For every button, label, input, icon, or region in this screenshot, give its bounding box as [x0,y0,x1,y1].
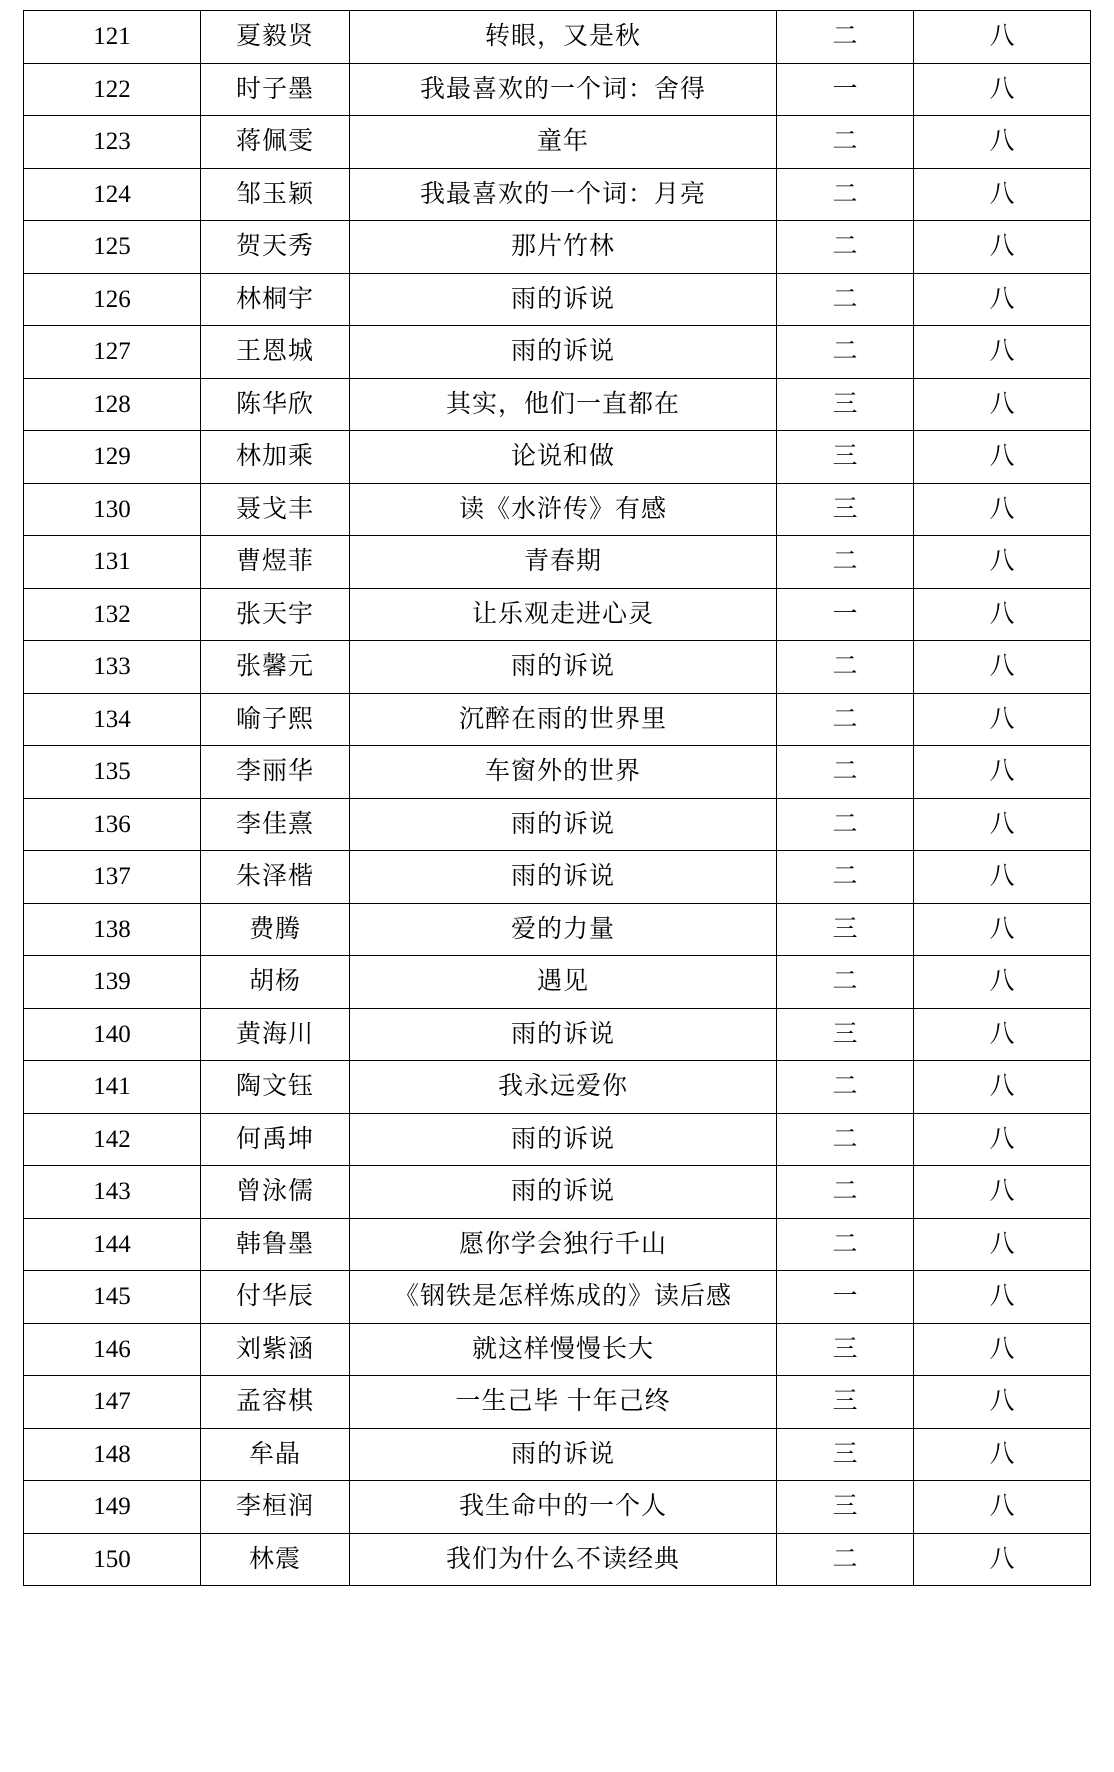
row-class: 八 [914,483,1091,536]
row-name: 陶文钰 [201,1061,350,1114]
row-name: 王恩城 [201,326,350,379]
row-index: 137 [24,851,201,904]
row-class: 八 [914,536,1091,589]
table-row [24,588,1091,641]
row-title: 其实，他们一直都在 [350,378,777,431]
table-row [24,693,1091,746]
row-grade: 二 [777,1061,914,1114]
row-class: 八 [914,378,1091,431]
row-title: 车窗外的世界 [350,746,777,799]
table-row [24,1428,1091,1481]
row-index: 136 [24,798,201,851]
row-title: 雨的诉说 [350,641,777,694]
row-grade: 一 [777,63,914,116]
row-grade: 三 [777,1323,914,1376]
row-index: 123 [24,116,201,169]
row-name: 喻子熙 [201,693,350,746]
row-index: 145 [24,1271,201,1324]
row-class: 八 [914,431,1091,484]
row-name: 费腾 [201,903,350,956]
table-row [24,11,1091,64]
row-title: 爱的力量 [350,903,777,956]
row-index: 121 [24,11,201,64]
row-title: 我永远爱你 [350,1061,777,1114]
row-name: 韩鲁墨 [201,1218,350,1271]
row-grade: 二 [777,273,914,326]
row-index: 124 [24,168,201,221]
row-class: 八 [914,588,1091,641]
row-grade: 一 [777,1271,914,1324]
row-title: 雨的诉说 [350,1166,777,1219]
row-index: 133 [24,641,201,694]
row-class: 八 [914,326,1091,379]
row-class: 八 [914,11,1091,64]
row-grade: 三 [777,483,914,536]
row-index: 141 [24,1061,201,1114]
row-index: 142 [24,1113,201,1166]
table-row [24,378,1091,431]
table-row [24,431,1091,484]
table-row [24,1481,1091,1534]
row-title: 雨的诉说 [350,273,777,326]
row-class: 八 [914,1376,1091,1429]
table-row [24,1113,1091,1166]
row-name: 聂戈丰 [201,483,350,536]
row-class: 八 [914,1218,1091,1271]
row-class: 八 [914,221,1091,274]
row-class: 八 [914,693,1091,746]
table-row [24,1008,1091,1061]
row-title: 雨的诉说 [350,851,777,904]
table-row [24,326,1091,379]
row-class: 八 [914,798,1091,851]
row-name: 邹玉颖 [201,168,350,221]
row-name: 牟晶 [201,1428,350,1481]
row-name: 曾泳儒 [201,1166,350,1219]
row-class: 八 [914,116,1091,169]
row-name: 时子墨 [201,63,350,116]
row-name: 何禹坤 [201,1113,350,1166]
row-grade: 三 [777,1376,914,1429]
row-grade: 二 [777,11,914,64]
table-row [24,1166,1091,1219]
table-row [24,63,1091,116]
table-row [24,221,1091,274]
row-class: 八 [914,641,1091,694]
row-class: 八 [914,903,1091,956]
row-title: 雨的诉说 [350,1113,777,1166]
row-grade: 二 [777,116,914,169]
row-grade: 二 [777,693,914,746]
records-table [23,10,1091,1586]
row-grade: 三 [777,1481,914,1534]
row-title: 青春期 [350,536,777,589]
table-row [24,536,1091,589]
table-row [24,1061,1091,1114]
row-name: 李丽华 [201,746,350,799]
row-class: 八 [914,851,1091,904]
table-row [24,168,1091,221]
row-title: 就这样慢慢长大 [350,1323,777,1376]
row-index: 146 [24,1323,201,1376]
row-grade: 一 [777,588,914,641]
row-index: 122 [24,63,201,116]
row-class: 八 [914,168,1091,221]
table-row [24,1376,1091,1429]
row-index: 131 [24,536,201,589]
row-class: 八 [914,1113,1091,1166]
row-grade: 二 [777,1113,914,1166]
row-name: 付华辰 [201,1271,350,1324]
row-index: 150 [24,1533,201,1586]
row-grade: 三 [777,1428,914,1481]
row-grade: 三 [777,431,914,484]
table-row [24,1323,1091,1376]
row-index: 130 [24,483,201,536]
row-title: 那片竹林 [350,221,777,274]
row-grade: 二 [777,798,914,851]
table-row [24,956,1091,1009]
row-name: 朱泽楷 [201,851,350,904]
row-name: 夏毅贤 [201,11,350,64]
row-name: 胡杨 [201,956,350,1009]
row-class: 八 [914,1428,1091,1481]
row-name: 曹煜菲 [201,536,350,589]
row-name: 刘紫涵 [201,1323,350,1376]
row-name: 黄海川 [201,1008,350,1061]
row-grade: 三 [777,1008,914,1061]
row-grade: 二 [777,326,914,379]
row-class: 八 [914,956,1091,1009]
row-class: 八 [914,1008,1091,1061]
row-class: 八 [914,1533,1091,1586]
row-name: 林震 [201,1533,350,1586]
table-body [24,11,1091,1586]
row-title: 遇见 [350,956,777,1009]
table-row [24,1533,1091,1586]
row-grade: 二 [777,1218,914,1271]
table-row [24,798,1091,851]
row-grade: 二 [777,1533,914,1586]
row-title: 童年 [350,116,777,169]
row-title: 我们为什么不读经典 [350,1533,777,1586]
row-index: 144 [24,1218,201,1271]
row-title: 转眼，又是秋 [350,11,777,64]
row-index: 138 [24,903,201,956]
row-index: 139 [24,956,201,1009]
row-title: 让乐观走进心灵 [350,588,777,641]
row-name: 孟容棋 [201,1376,350,1429]
row-title: 雨的诉说 [350,326,777,379]
row-title: 我最喜欢的一个词：舍得 [350,63,777,116]
row-grade: 三 [777,378,914,431]
table-row [24,273,1091,326]
row-class: 八 [914,273,1091,326]
row-title: 愿你学会独行千山 [350,1218,777,1271]
row-class: 八 [914,63,1091,116]
row-index: 126 [24,273,201,326]
row-class: 八 [914,1481,1091,1534]
row-grade: 二 [777,746,914,799]
row-name: 张天宇 [201,588,350,641]
row-name: 李桓润 [201,1481,350,1534]
row-index: 132 [24,588,201,641]
row-title: 《钢铁是怎样炼成的》读后感 [350,1271,777,1324]
row-title: 论说和做 [350,431,777,484]
row-name: 陈华欣 [201,378,350,431]
row-index: 127 [24,326,201,379]
row-name: 蒋佩雯 [201,116,350,169]
row-grade: 三 [777,903,914,956]
table-row [24,483,1091,536]
table-row [24,1271,1091,1324]
row-index: 143 [24,1166,201,1219]
row-title: 读《水浒传》有感 [350,483,777,536]
table-row [24,746,1091,799]
row-grade: 二 [777,851,914,904]
table-row [24,1218,1091,1271]
row-class: 八 [914,1323,1091,1376]
row-title: 雨的诉说 [350,798,777,851]
row-name: 张馨元 [201,641,350,694]
row-index: 135 [24,746,201,799]
row-index: 147 [24,1376,201,1429]
row-name: 林加乘 [201,431,350,484]
row-title: 我生命中的一个人 [350,1481,777,1534]
row-name: 贺天秀 [201,221,350,274]
row-class: 八 [914,1166,1091,1219]
row-grade: 二 [777,641,914,694]
row-grade: 二 [777,1166,914,1219]
row-class: 八 [914,1061,1091,1114]
table-row [24,116,1091,169]
row-index: 129 [24,431,201,484]
row-grade: 二 [777,168,914,221]
row-class: 八 [914,746,1091,799]
row-index: 140 [24,1008,201,1061]
row-name: 李佳熹 [201,798,350,851]
table-row [24,641,1091,694]
row-index: 125 [24,221,201,274]
row-grade: 二 [777,536,914,589]
row-index: 149 [24,1481,201,1534]
table-row [24,851,1091,904]
row-grade: 二 [777,221,914,274]
row-title: 一生己毕 十年己终 [350,1376,777,1429]
row-index: 128 [24,378,201,431]
table-row [24,903,1091,956]
row-class: 八 [914,1271,1091,1324]
row-title: 我最喜欢的一个词：月亮 [350,168,777,221]
row-title: 沉醉在雨的世界里 [350,693,777,746]
row-grade: 二 [777,956,914,1009]
row-title: 雨的诉说 [350,1008,777,1061]
row-title: 雨的诉说 [350,1428,777,1481]
row-index: 134 [24,693,201,746]
row-name: 林桐宇 [201,273,350,326]
row-index: 148 [24,1428,201,1481]
